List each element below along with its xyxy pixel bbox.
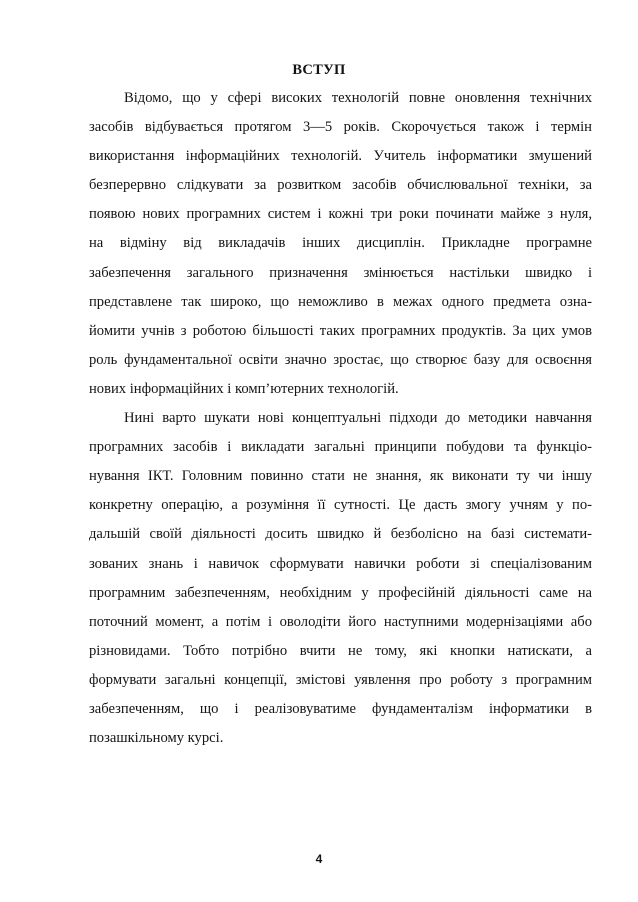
text-line: нових інформаційних і комп’ютерних технологій.	[89, 380, 399, 397]
text-line: Відомо, що у сфері високих технологій повне оновлення технічних	[124, 90, 592, 106]
text-line: Нині варто шукати нові концептуальні підходи до методики навчання	[124, 410, 592, 427]
page-title: ВСТУП	[292, 62, 346, 78]
page-number: 4	[315, 852, 323, 866]
text-line: забезпечення загального призначення змінюється настільки швидко і	[89, 264, 592, 281]
text-line: безперервно слідкувати за розвитком засобів обчислювальної техніки, за	[89, 177, 592, 194]
text-line: використання інформаційних технологій. Учитель інформатики змушений	[89, 148, 592, 165]
text-line: формувати загальні концепції, змістові уявлення про роботу з програмним	[89, 671, 592, 688]
text-line: позашкільному курсі.	[89, 730, 224, 747]
text-line: роль фундаментальної освіти значно зростає, що створює базу для освоєння	[89, 351, 592, 368]
text-line: дальшій своїй діяльності досить швидко й безболісно на базі системати-	[89, 526, 592, 543]
text-line: програмним забезпеченням, необхідним у професійній діяльності саме на	[89, 584, 592, 601]
text-line: представлене так широко, що неможливо в межах одного предмета озна-	[89, 293, 592, 310]
body-text	[89, 84, 592, 753]
text-line: різновидами. Тобто потрібно вчити не тому, які кнопки натискати, а	[89, 642, 592, 659]
text-line: появою нових програмних систем і кожні три роки починати майже з нуля,	[89, 206, 592, 223]
text-line: зованих знань і навичок сформувати навички роботи зі спеціалізованим	[89, 555, 592, 572]
text-line: програмних засобів і викладати загальні принципи побудови та функціо-	[89, 439, 592, 456]
text-line: нування ІКТ. Головним повинно стати не знання, як виконати ту чи іншу	[89, 468, 592, 485]
text-line: забезпеченням, що і реалізовуватиме фундаменталізм інформатики в	[89, 700, 592, 717]
paragraph-1	[89, 84, 592, 404]
text-line: йомити учнів з роботою більшості таких програмних продуктів. За цих умов	[89, 322, 592, 339]
text-line: засобів відбувається протягом 3—5 років. Скорочується також і термін	[89, 119, 592, 136]
paragraph-2	[89, 404, 592, 753]
text-line: поточний момент, а потім і оволодіти його наступними модернізаціями або	[89, 613, 592, 630]
text-line: конкретну операцію, а розуміння її сутності. Це дасть змогу учням у по-	[89, 497, 592, 514]
text-line: на відміну від викладачів інших дисциплін. Прикладне програмне	[89, 235, 592, 252]
